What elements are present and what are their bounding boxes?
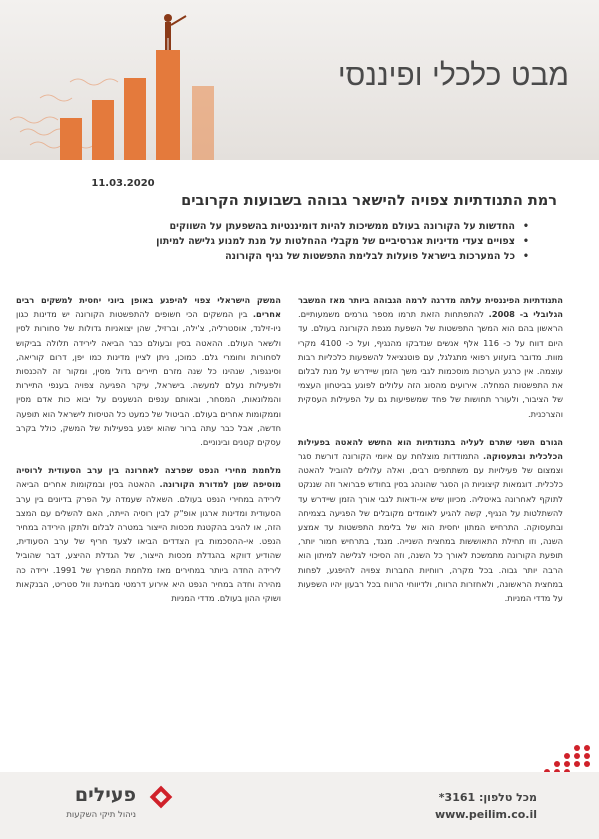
paragraph-lead: התנודתיות הפיננסית עלתה מדרגה לרמה הגבוהה ביותר מאז המשבר הגלובלי ב- 2008. <box>298 295 563 320</box>
paragraph <box>16 293 281 449</box>
publication-date: 11.03.2020 <box>91 178 155 189</box>
paragraph-lead: המשק הישראלי צפוי להיפגע באופן ביוני יחסית למשקים רבים אחרים. <box>16 295 281 320</box>
contact-info <box>435 789 537 823</box>
phone-number[interactable]: *3161 <box>438 791 476 804</box>
summary-bullets <box>69 219 529 264</box>
paragraph-lead: מלחמת מחירי הנפט שפרצה לאחרונה בין ערב הסעודית לרוסיה מוסיפה שמן למדורת הקורונה. <box>16 465 281 490</box>
article-column-left <box>16 293 281 619</box>
paragraph <box>298 435 563 605</box>
page-title: מבט כלכלי ופיננסי <box>337 58 569 93</box>
peilim-logo-icon <box>146 782 176 812</box>
paragraph-lead: הגורם השני שתרם לעליה בתנודתיות הוא החשש להאטה בפעילות הכלכלית ובתעסוקה. <box>298 436 563 462</box>
paragraph-body: להתפתחות הזאת תרמו מספר גורמים משמעותיים. הראשון בהם הוא המשך התפשטות של השפעת מגפת הקורונה בעולם. עד היום דווח על כ- 116 אלף אנשים שנדבקו מהנגיף, ועל כ- 4100 מקרי מוות. מדובר בזעזוע רפואי מתגלגל, עם פוטנציאל להשפעות כלכליות רבות עוצמה. אין כרגע הערכות מוסכמות לגבי משך הזמן שיידרש על מנת לבלום את התפשטות המחלה. אירועים מהסוג הזה עלולים לפוגע בביטחון העצמי של הציבור, ולעורר תחושות של פחד שמשפיעות גם על הפעילות העסקית והצרכנית. <box>298 309 564 419</box>
paragraph-body: בין המשקים הכי חשופים להתפשטות הקורונה יש מדינות כגון ניו-זילנד, אוסטרליה, צ'ילה, וברזיל, שהן יצואניות גדולות של סחורות לסין ולשאר העולם. ההאטה בסין ובעולם כבר הביאה לירידה תלולה בביקוש לסחורות וחומרי גלם. כמוכן, ניתן לציין מדינות כמו יפן, דרום קוריאה, וסינגפור, שנהינו כל שנה מזרם תיירים גדול מסין, ומקור זה להכנסות ולפעילות נעלם למעשה. בישראל, עיקר הפגיעה צפויה בענפי התיירות והמלונאות, המסחר, ובאותם ענפים הנשענים על יבוא כות אדם מסין וממקומות אחרים בעולם. הביטול של כמעט כל הטיסות לישראל הוא תופעה חדשה, אבל כבר עתה ברור שהוא יפגע בפעילות של המשק, כולל בקרב עסקים קטנים ובינוניים. <box>16 309 281 448</box>
growth-chart-illustration <box>0 0 300 160</box>
article-headline: רמת התנודתיות צפויה להישאר גבוהה בשבועות הקרובים <box>181 193 557 209</box>
paragraph <box>16 463 281 605</box>
paragraph-body: ההאטה בסין ובמקומות אחרים הביאה לירידה במחירי הנפט בעולם. השאלה שעמדה על הפרק בדיונים בין ערב הסעודית ומדינות ארגון אופ"ק לבין רוסיה הייתה, האם להשלים עם המצב הזה, או להגיב בהקטנת מכסות הייצור במטרה לבלום ולתקן הירידה במחיר הנפט. אי-ההסכמות בין הצדדים הביאו לצעד חריף של ערב הסעודית, שהודיע דווקא בהגדלת מכסות הייצור, של הגדלת ההיצע, דבר שהוביל לירידה החדה ביותר במחירים מאז מלחמת המפרץ של 1991. ירידה כה מהירה וחדה במחיר הנפט היא אירוע דרמטי מבחינת וול סטריט, הבנקאות ושוקי ההון בעולם. מדדי המניות <box>16 479 281 604</box>
paragraph <box>298 293 563 421</box>
website-link[interactable]: www.peilim.co.il <box>434 808 537 821</box>
summary-bullet: • צפויים צעדי מדיניות אגרסיביים של מקבלי ההחלטות על מנת למנוע גלישה למיתון <box>69 234 529 249</box>
paragraph-body: התמודדות מוצלחת עם איומי הקורונה דורשת סגר וצמצום של פעילויות עם משתתפים רבים, ואלה עלולים להוביל להאטה כלכלית. דוגמאות קיצוניות הן הסגר שהונהג בסין בחודש פברואר וזה שננקט לתוקף לאחרונה באיטליה. מכיוון שיש אי-ודאות לגבי אורך הזמן שיידרש עד להשתלטות על הנגיף, קשה להגיע לאומדים מקובלים של הפגיעה בצמיחה ובתעסוקה. התרחיש המתון יחסית הוא של בלימת התפשטות עד אמצע השנה, וזו תחילת התאוששות במחצית השנייה. מנגד, בתרחיש חמור יותר, תופעת הקורונה מתמשכת לאורך כל השנה, וזה הסיכוי לגלישה למיתון הוא הרבה יותר גבוה. בכל מקרה, רווחיות החברות צפויה להיפגע, לפחות במחצית הראשונה, ולאחזרות הרווח, ולדיווחי הרווח בכל רבעון יהיו השפעות על מדדי המניות. <box>298 451 563 604</box>
company-logo-name: פעילים <box>74 784 136 806</box>
summary-bullet: • החדשות על הקורונה בעולם ממשיכות להיות דומיננטיות בהשפעתן על השווקים <box>69 219 529 234</box>
summary-bullet: • כל המערכות בישראל פועלות לבלימת התפשטות של נגיף הקורונה <box>69 249 529 264</box>
article-column-right <box>298 293 563 619</box>
phone-line <box>435 789 537 806</box>
company-tagline: ניהול תיקי השקעות <box>66 810 136 820</box>
header-banner <box>0 0 599 160</box>
person-on-top-icon <box>164 14 186 50</box>
phone-label: מכל טלפון: <box>479 791 537 804</box>
